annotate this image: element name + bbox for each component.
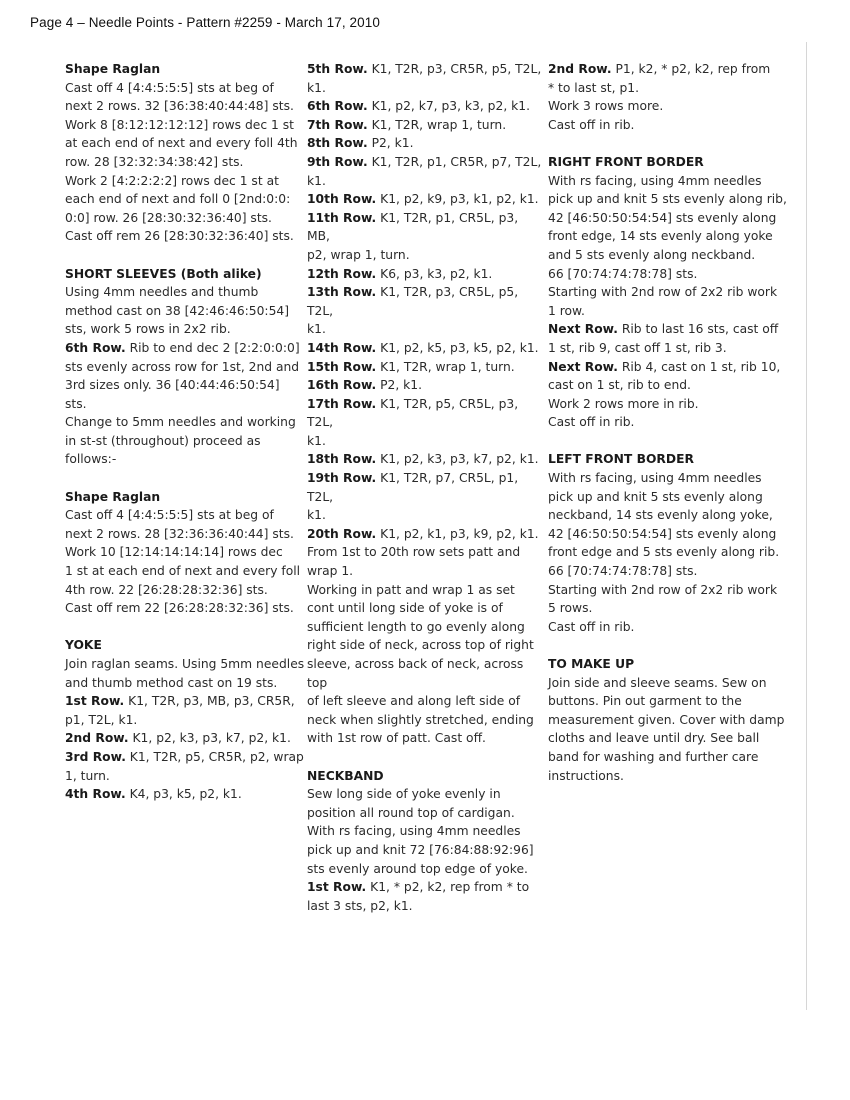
section-gap <box>65 469 305 488</box>
row-label: Next Row. <box>548 322 618 337</box>
text-line: next 2 rows. 32 [36:38:40:44:48] sts. <box>65 99 294 114</box>
section-gap <box>65 246 305 265</box>
row-label: 16th Row. <box>307 378 377 393</box>
row-instruction: K1, p2, k1, p3, k9, p2, k1. <box>380 526 539 541</box>
pattern-row <box>307 283 543 320</box>
text-line: Cast off in rib. <box>548 619 635 634</box>
text-line: Work 10 [12:14:14:14:14] rows dec <box>65 545 283 560</box>
text-line: Join raglan seams. Using 5mm needles <box>65 657 305 671</box>
row-instruction: K6, p3, k3, p2, k1. <box>380 266 493 281</box>
row-label: 8th Row. <box>307 136 368 151</box>
row-instruction: K1, T2R, p3, CR5R, p5, T2L, <box>371 62 542 76</box>
text-line: Work 2 [4:2:2:2:2] rows dec 1 st at <box>65 173 279 188</box>
text-line: pick up and knit 5 sts evenly along <box>548 489 763 504</box>
row-label: 10th Row. <box>307 192 377 207</box>
text-line: 66 [70:74:74:78:78] sts. <box>548 564 698 579</box>
pattern-row <box>307 209 543 246</box>
pattern-row <box>65 339 305 358</box>
text-line: 5 rows. <box>548 601 593 616</box>
text-line: front edge, 14 sts evenly along yoke <box>548 229 773 244</box>
row-instruction: K1, p2, k5, p3, k5, p2, k1. <box>380 340 539 355</box>
pattern-row <box>65 785 305 804</box>
row-label: 9th Row. <box>307 154 368 169</box>
section-heading: Shape Raglan <box>65 62 161 76</box>
section-gap <box>548 134 788 153</box>
text-line: in st-st (throughout) proceed as <box>65 433 261 448</box>
row-instruction: P2, k1. <box>371 136 414 151</box>
row-label: 15th Row. <box>307 359 377 374</box>
text-line: next 2 rows. 28 [32:36:36:40:44] sts. <box>65 526 294 541</box>
pattern-row <box>307 878 543 897</box>
text-line: Cast off 4 [4:4:5:5:5] sts at beg of <box>65 80 274 95</box>
text-line: Cast off rem 26 [28:30:32:36:40] sts. <box>65 229 294 244</box>
text-line: k1. <box>307 322 326 337</box>
row-instruction: Rib to end dec 2 [2:2:0:0:0] <box>129 340 300 355</box>
section-heading: SHORT SLEEVES (Both alike) <box>65 266 262 281</box>
text-line: Change to 5mm needles and working <box>65 415 296 430</box>
pattern-row <box>307 190 543 209</box>
page-header: Page 4 – Needle Points - Pattern #2259 - March 17, 2010 <box>30 15 380 30</box>
text-line: Work 3 rows more. <box>548 99 664 114</box>
text-line: sts, work 5 rows in 2x2 rib. <box>65 322 231 337</box>
text-line: row. 28 [32:32:34:38:42] sts. <box>65 154 244 169</box>
row-label: 13th Row. <box>307 285 377 300</box>
pattern-row <box>307 97 543 116</box>
text-line: cloths and leave until dry. See ball <box>548 731 760 746</box>
pattern-row <box>307 525 543 544</box>
text-line: Join side and sleeve seams. Sew on <box>548 675 767 690</box>
row-label: 19th Row. <box>307 471 377 486</box>
text-line: With rs facing, using 4mm needles <box>307 824 521 839</box>
text-line: 42 [46:50:50:54:54] sts evenly along <box>548 210 777 225</box>
row-label: 18th Row. <box>307 452 377 467</box>
row-label: 11th Row. <box>307 210 377 225</box>
text-line: Using 4mm needles and thumb <box>65 285 259 300</box>
text-line: neckband, 14 sts evenly along yoke, <box>548 508 773 523</box>
section-heading: TO MAKE UP <box>548 657 635 671</box>
column-2 <box>307 60 543 915</box>
text-line: right side of neck, across top of right <box>307 638 534 653</box>
pattern-row <box>307 469 543 506</box>
text-line: band for washing and further care <box>548 749 759 764</box>
row-instruction: K1, T2R, p5, CR5R, p2, wrap <box>129 749 304 764</box>
row-instruction: Rib 4, cast on 1 st, rib 10, <box>621 359 781 374</box>
section-gap <box>548 636 788 655</box>
text-line: cast on 1 st, rib to end. <box>548 378 691 393</box>
text-line: 1 row. <box>548 303 585 318</box>
row-instruction: K1, T2R, p3, MB, p3, CR5R, <box>128 694 295 709</box>
pattern-row <box>307 116 543 135</box>
row-label: 1st Row. <box>65 694 125 709</box>
text-line: 42 [46:50:50:54:54] sts evenly along <box>548 526 777 541</box>
row-label: 1st Row. <box>307 880 367 895</box>
text-line: and 5 sts evenly along neckband. <box>548 247 756 262</box>
text-line: Work 2 rows more in rib. <box>548 396 699 411</box>
pattern-row <box>307 153 543 172</box>
text-line: follows:- <box>65 452 117 467</box>
row-label: 20th Row. <box>307 526 377 541</box>
column-1 <box>65 60 305 804</box>
text-line: k1. <box>307 508 326 523</box>
section-gap <box>307 748 543 767</box>
text-line: 0:0] row. 26 [28:30:32:36:40] sts. <box>65 210 272 225</box>
text-line: 1 st, rib 9, cast off 1 st, rib 3. <box>548 340 727 355</box>
text-line: with 1st row of patt. Cast off. <box>307 731 486 746</box>
text-line: p2, wrap 1, turn. <box>307 247 410 262</box>
pattern-row <box>307 450 543 469</box>
text-line: and thumb method cast on 19 sts. <box>65 675 278 690</box>
text-line: pick up and knit 5 sts evenly along rib, <box>548 192 787 207</box>
row-label: 6th Row. <box>307 99 368 114</box>
text-line: Working in patt and wrap 1 as set <box>307 582 515 597</box>
text-line: method cast on 38 [42:46:46:50:54] <box>65 303 290 318</box>
row-label: 12th Row. <box>307 266 377 281</box>
row-instruction: K1, p2, k7, p3, k3, p2, k1. <box>371 99 530 114</box>
pattern-row <box>307 358 543 377</box>
text-line: 1 st at each end of next and every foll <box>65 564 301 579</box>
text-line: front edge and 5 sts evenly along rib. <box>548 545 780 560</box>
row-instruction: P1, k2, * p2, k2, rep from <box>615 62 771 76</box>
section-heading: LEFT FRONT BORDER <box>548 452 694 467</box>
text-line: Cast off 4 [4:4:5:5:5] sts at beg of <box>65 508 274 523</box>
row-label: 2nd Row. <box>65 731 129 746</box>
row-label: 7th Row. <box>307 117 368 132</box>
section-heading: YOKE <box>65 638 102 653</box>
pattern-row <box>548 320 788 339</box>
text-line: buttons. Pin out garment to the <box>548 694 742 709</box>
pattern-row <box>65 692 305 711</box>
row-label: Next Row. <box>548 359 618 374</box>
text-line: With rs facing, using 4mm needles <box>548 173 762 188</box>
text-line: wrap 1. <box>307 564 354 579</box>
pattern-row <box>548 60 788 79</box>
row-instruction: K1, p2, k3, p3, k7, p2, k1. <box>132 731 291 746</box>
text-line: 1, turn. <box>65 768 110 783</box>
text-line: Cast off in rib. <box>548 415 635 430</box>
text-line: last 3 sts, p2, k1. <box>307 898 413 913</box>
text-line: cont until long side of yoke is of <box>307 601 503 616</box>
pattern-row <box>307 134 543 153</box>
text-line: pick up and knit 72 [76:84:88:92:96] <box>307 842 534 857</box>
row-instruction: P2, k1. <box>380 378 423 393</box>
text-line: With rs facing, using 4mm needles <box>548 471 762 486</box>
text-line: Sew long side of yoke evenly in <box>307 787 501 802</box>
row-instruction: K1, T2R, p1, CR5L, p3, MB, <box>307 210 519 244</box>
text-line: k1. <box>307 173 326 188</box>
text-line: Starting with 2nd row of 2x2 rib work <box>548 285 778 300</box>
row-instruction: K1, T2R, wrap 1, turn. <box>371 117 507 132</box>
text-line: each end of next and foll 0 [2nd:0:0: <box>65 192 291 207</box>
row-instruction: K1, T2R, p7, CR5L, p1, T2L, <box>307 471 519 504</box>
pattern-row <box>307 395 543 432</box>
text-line: * to last st, p1. <box>548 80 639 95</box>
text-line: position all round top of cardigan. <box>307 805 515 820</box>
row-instruction: K4, p3, k5, p2, k1. <box>129 787 242 802</box>
section-gap <box>65 618 305 637</box>
text-line: sufficient length to go evenly along <box>307 619 525 634</box>
text-line: Starting with 2nd row of 2x2 rib work <box>548 582 778 597</box>
pattern-row <box>307 339 543 358</box>
row-label: 5th Row. <box>307 62 368 76</box>
section-heading: Shape Raglan <box>65 489 161 504</box>
pattern-row <box>65 729 305 748</box>
row-instruction: K1, T2R, p3, CR5L, p5, T2L, <box>307 285 519 318</box>
text-line: sleeve, across back of neck, across top <box>307 657 524 690</box>
text-line: k1. <box>307 80 326 95</box>
text-line: p1, T2L, k1. <box>65 712 138 727</box>
pattern-row <box>307 265 543 284</box>
pattern-row <box>548 358 788 377</box>
text-line: 66 [70:74:74:78:78] sts. <box>548 266 698 281</box>
section-gap <box>548 432 788 451</box>
row-label: 4th Row. <box>65 787 126 802</box>
row-instruction: K1, T2R, p5, CR5L, p3, T2L, <box>307 396 519 430</box>
text-line: Cast off rem 22 [26:28:28:32:36] sts. <box>65 601 294 616</box>
text-line: 4th row. 22 [26:28:28:32:36] sts. <box>65 582 268 597</box>
row-instruction: K1, * p2, k2, rep from * to <box>370 880 530 895</box>
pattern-row <box>307 376 543 395</box>
section-heading: NECKBAND <box>307 768 384 783</box>
text-line: Work 8 [8:12:12:12:12] rows dec 1 st <box>65 117 294 132</box>
text-line: of left sleeve and along left side of <box>307 694 521 709</box>
row-instruction: K1, p2, k9, p3, k1, p2, k1. <box>380 192 539 207</box>
row-label: 2nd Row. <box>548 62 612 76</box>
row-label: 6th Row. <box>65 340 126 355</box>
text-line: instructions. <box>548 768 624 783</box>
text-line: sts evenly across row for 1st, 2nd and <box>65 359 300 374</box>
text-line: neck when slightly stretched, ending <box>307 712 534 727</box>
text-line: sts evenly around top edge of yoke. <box>307 861 528 876</box>
column-3 <box>548 60 788 785</box>
text-line: 3rd sizes only. 36 [40:44:46:50:54] sts. <box>65 378 280 411</box>
text-line: measurement given. Cover with damp <box>548 712 785 727</box>
row-label: 3rd Row. <box>65 749 126 764</box>
row-label: 14th Row. <box>307 340 377 355</box>
text-line: k1. <box>307 433 326 448</box>
text-line: From 1st to 20th row sets patt and <box>307 545 521 560</box>
section-heading: RIGHT FRONT BORDER <box>548 154 704 169</box>
text-line: at each end of next and every foll 4th <box>65 136 298 151</box>
row-instruction: Rib to last 16 sts, cast off <box>621 322 779 337</box>
row-instruction: K1, p2, k3, p3, k7, p2, k1. <box>380 452 539 467</box>
pattern-row <box>307 60 543 79</box>
row-label: 17th Row. <box>307 396 377 411</box>
row-instruction: K1, T2R, p1, CR5R, p7, T2L, <box>371 154 542 169</box>
text-line: Cast off in rib. <box>548 117 635 132</box>
row-instruction: K1, T2R, wrap 1, turn. <box>380 359 515 374</box>
pattern-row <box>65 748 305 767</box>
